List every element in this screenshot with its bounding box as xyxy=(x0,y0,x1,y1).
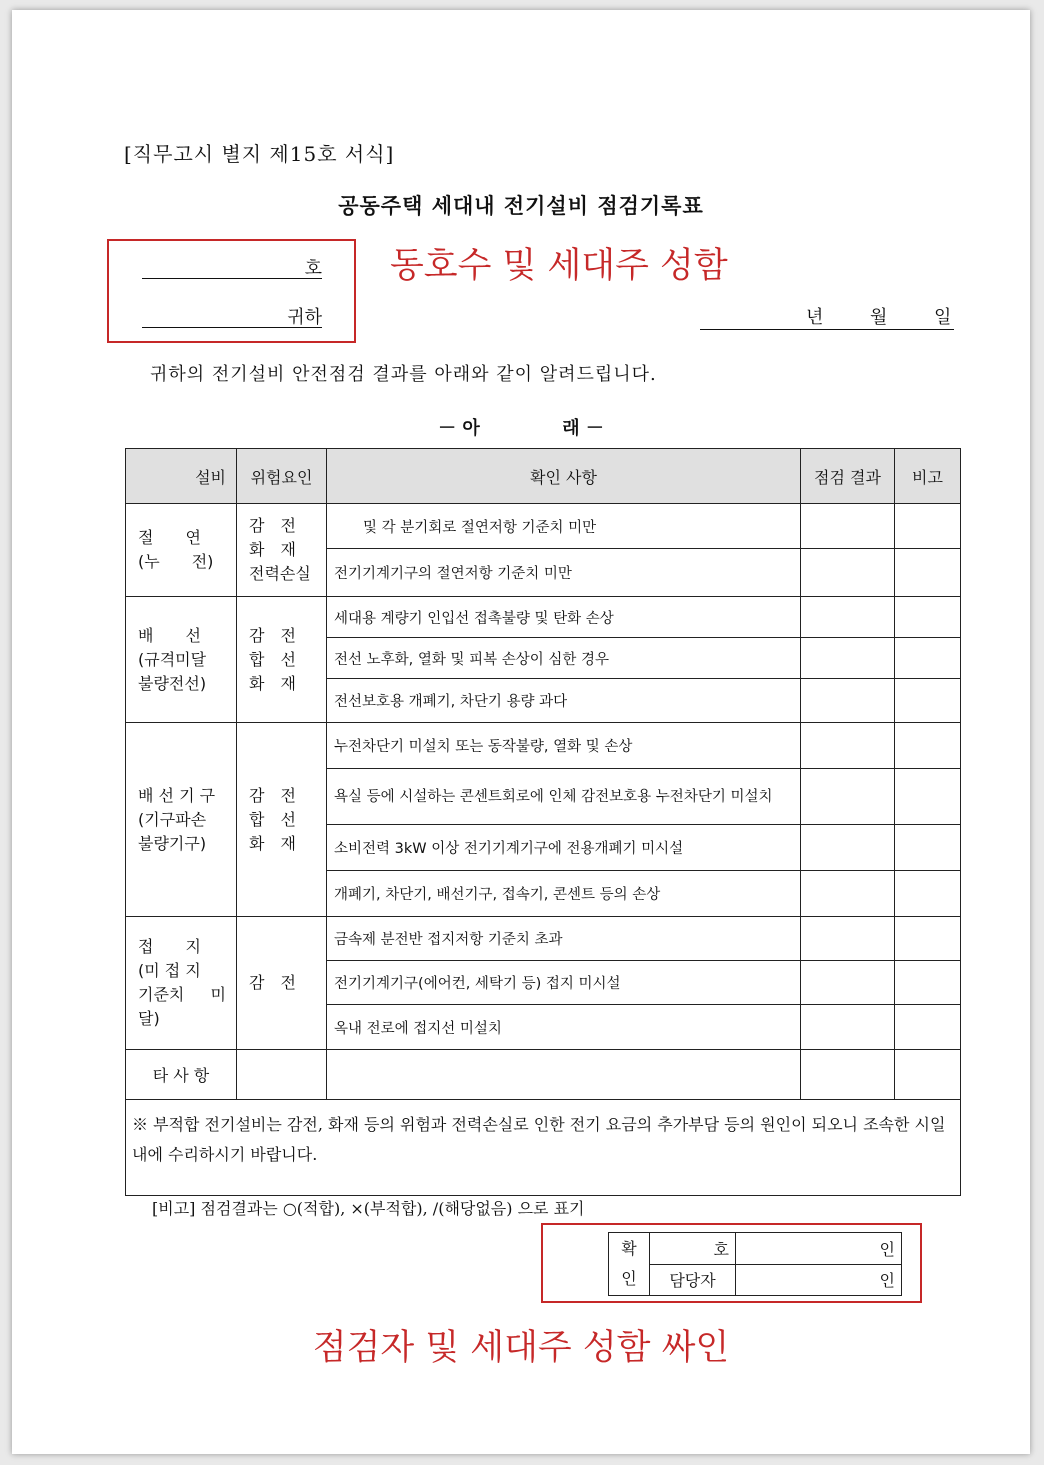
other-label: 타 사 항 xyxy=(126,1050,237,1100)
category-insulation: 절 연 (누 전) xyxy=(126,504,237,597)
result-cell[interactable] xyxy=(801,1005,895,1050)
remark-cell[interactable] xyxy=(895,961,961,1005)
table-row xyxy=(126,504,961,549)
result-cell[interactable] xyxy=(801,504,895,549)
check-item: 전기기계기구의 절연저항 기준치 미만 xyxy=(327,549,801,597)
result-cell[interactable] xyxy=(801,825,895,871)
check-item: 전기기계기구(에어컨, 세탁기 등) 접지 미시설 xyxy=(327,961,801,1005)
check-item: 및 각 분기회로 절연저항 기준치 미만 xyxy=(327,504,801,549)
remark-cell[interactable] xyxy=(895,769,961,825)
header-check: 확인 사항 xyxy=(327,449,801,504)
other-risk-cell[interactable] xyxy=(237,1050,327,1100)
month-label: 월 xyxy=(870,307,888,328)
result-cell[interactable] xyxy=(801,679,895,723)
below-left: － 아 xyxy=(438,418,480,439)
annotation-bottom: 점검자 및 세대주 성함 싸인 xyxy=(312,1328,730,1368)
below-heading xyxy=(12,414,1030,440)
other-check-cell[interactable] xyxy=(327,1050,801,1100)
day-label: 일 xyxy=(934,307,952,328)
remark-cell[interactable] xyxy=(895,1005,961,1050)
check-item: 누전차단기 미설치 또는 동작불량, 열화 및 손상 xyxy=(327,723,801,769)
result-cell[interactable] xyxy=(801,769,895,825)
seal-label: 인 xyxy=(879,1239,895,1259)
confirm-ho-seal-cell[interactable] xyxy=(736,1233,902,1265)
check-item: 금속제 분전반 접지저항 기준치 초과 xyxy=(327,917,801,961)
recipient-ho-line[interactable] xyxy=(142,254,322,279)
remark-cell[interactable] xyxy=(895,871,961,917)
check-item: 개폐기, 차단기, 배선기구, 접속기, 콘센트 등의 손상 xyxy=(327,871,801,917)
table-row xyxy=(126,597,961,638)
header-facility: 설비 xyxy=(126,449,237,504)
table-header-row xyxy=(126,449,961,504)
result-cell[interactable] xyxy=(801,1050,895,1100)
below-right: 래 － xyxy=(562,418,604,439)
confirm-table xyxy=(608,1232,902,1296)
risk-wiring: 감 전 합 선 화 재 xyxy=(237,597,327,723)
remark-cell[interactable] xyxy=(895,504,961,549)
confirm-side-label: 확 인 xyxy=(609,1233,650,1296)
remark-cell[interactable] xyxy=(895,917,961,961)
remark-cell[interactable] xyxy=(895,825,961,871)
risk-wiring-devices: 감 전 합 선 화 재 xyxy=(237,723,327,917)
remark-cell[interactable] xyxy=(895,549,961,597)
table-row xyxy=(126,917,961,961)
date-line[interactable] xyxy=(700,303,954,330)
ho-label: 호 xyxy=(304,258,322,279)
form-paper xyxy=(12,10,1030,1454)
inspection-table xyxy=(125,448,961,1196)
remark-cell[interactable] xyxy=(895,679,961,723)
confirm-inspector-seal-cell[interactable] xyxy=(736,1264,902,1296)
header-result: 점검 결과 xyxy=(801,449,895,504)
risk-insulation: 감 전 화 재 전력손실 xyxy=(237,504,327,597)
recipient-name-line[interactable] xyxy=(142,303,322,328)
category-wiring: 배 선 (규격미달 불량전선) xyxy=(126,597,237,723)
year-label: 년 xyxy=(806,307,824,328)
result-cell[interactable] xyxy=(801,549,895,597)
remark-text: [비고] 점검결과는 ○(적합), ×(부적합), /(해당없음) 으로 표기 xyxy=(152,1199,585,1218)
confirm-ho-label: 호 xyxy=(650,1233,736,1265)
header-remark: 비고 xyxy=(895,449,961,504)
result-cell[interactable] xyxy=(801,917,895,961)
table-row xyxy=(126,723,961,769)
seal-label: 인 xyxy=(879,1271,895,1291)
risk-grounding: 감 전 xyxy=(237,917,327,1050)
check-item: 소비전력 3kW 이상 전기기계기구에 전용개폐기 미시설 xyxy=(327,825,801,871)
form-title: 공동주택 세대내 전기설비 점검기록표 xyxy=(338,193,704,218)
check-item: 세대용 계량기 인입선 접촉불량 및 탄화 손상 xyxy=(327,597,801,638)
table-row-other xyxy=(126,1050,961,1100)
remark-cell[interactable] xyxy=(895,597,961,638)
category-grounding: 접 지 (미 접 지 기준치 미달) xyxy=(126,917,237,1050)
result-cell[interactable] xyxy=(801,871,895,917)
annotation-top: 동호수 및 세대주 성함 xyxy=(390,246,728,286)
confirm-inspector-label: 담당자 xyxy=(650,1264,736,1296)
result-cell[interactable] xyxy=(801,638,895,679)
remark-cell[interactable] xyxy=(895,723,961,769)
remark-cell[interactable] xyxy=(895,1050,961,1100)
table-note-row xyxy=(126,1100,961,1196)
check-item: 욕실 등에 시설하는 콘센트회로에 인체 감전보호용 누전차단기 미설치 xyxy=(327,769,801,825)
remark-cell[interactable] xyxy=(895,638,961,679)
form-code: [직무고시 별지 제15호 서식] xyxy=(124,142,395,166)
note-text: ※ 부적합 전기설비는 감전, 화재 등의 위험과 전력손실로 인한 전기 요금의 추가부담 등의 원인이 되오니 조속한 시일내에 수리하시기 바랍니다. xyxy=(126,1100,961,1196)
result-cell[interactable] xyxy=(801,723,895,769)
result-cell[interactable] xyxy=(801,961,895,1005)
check-item: 전선보호용 개폐기, 차단기 용량 과다 xyxy=(327,679,801,723)
category-wiring-devices: 배 선 기 구 (기구파손 불량기구) xyxy=(126,723,237,917)
check-item: 옥내 전로에 접지선 미설치 xyxy=(327,1005,801,1050)
header-risk: 위험요인 xyxy=(237,449,327,504)
result-cell[interactable] xyxy=(801,597,895,638)
intro-text: 귀하의 전기설비 안전점검 결과를 아래와 같이 알려드립니다. xyxy=(150,364,657,385)
gwiha-label: 귀하 xyxy=(287,307,322,328)
check-item: 전선 노후화, 열화 및 피복 손상이 심한 경우 xyxy=(327,638,801,679)
